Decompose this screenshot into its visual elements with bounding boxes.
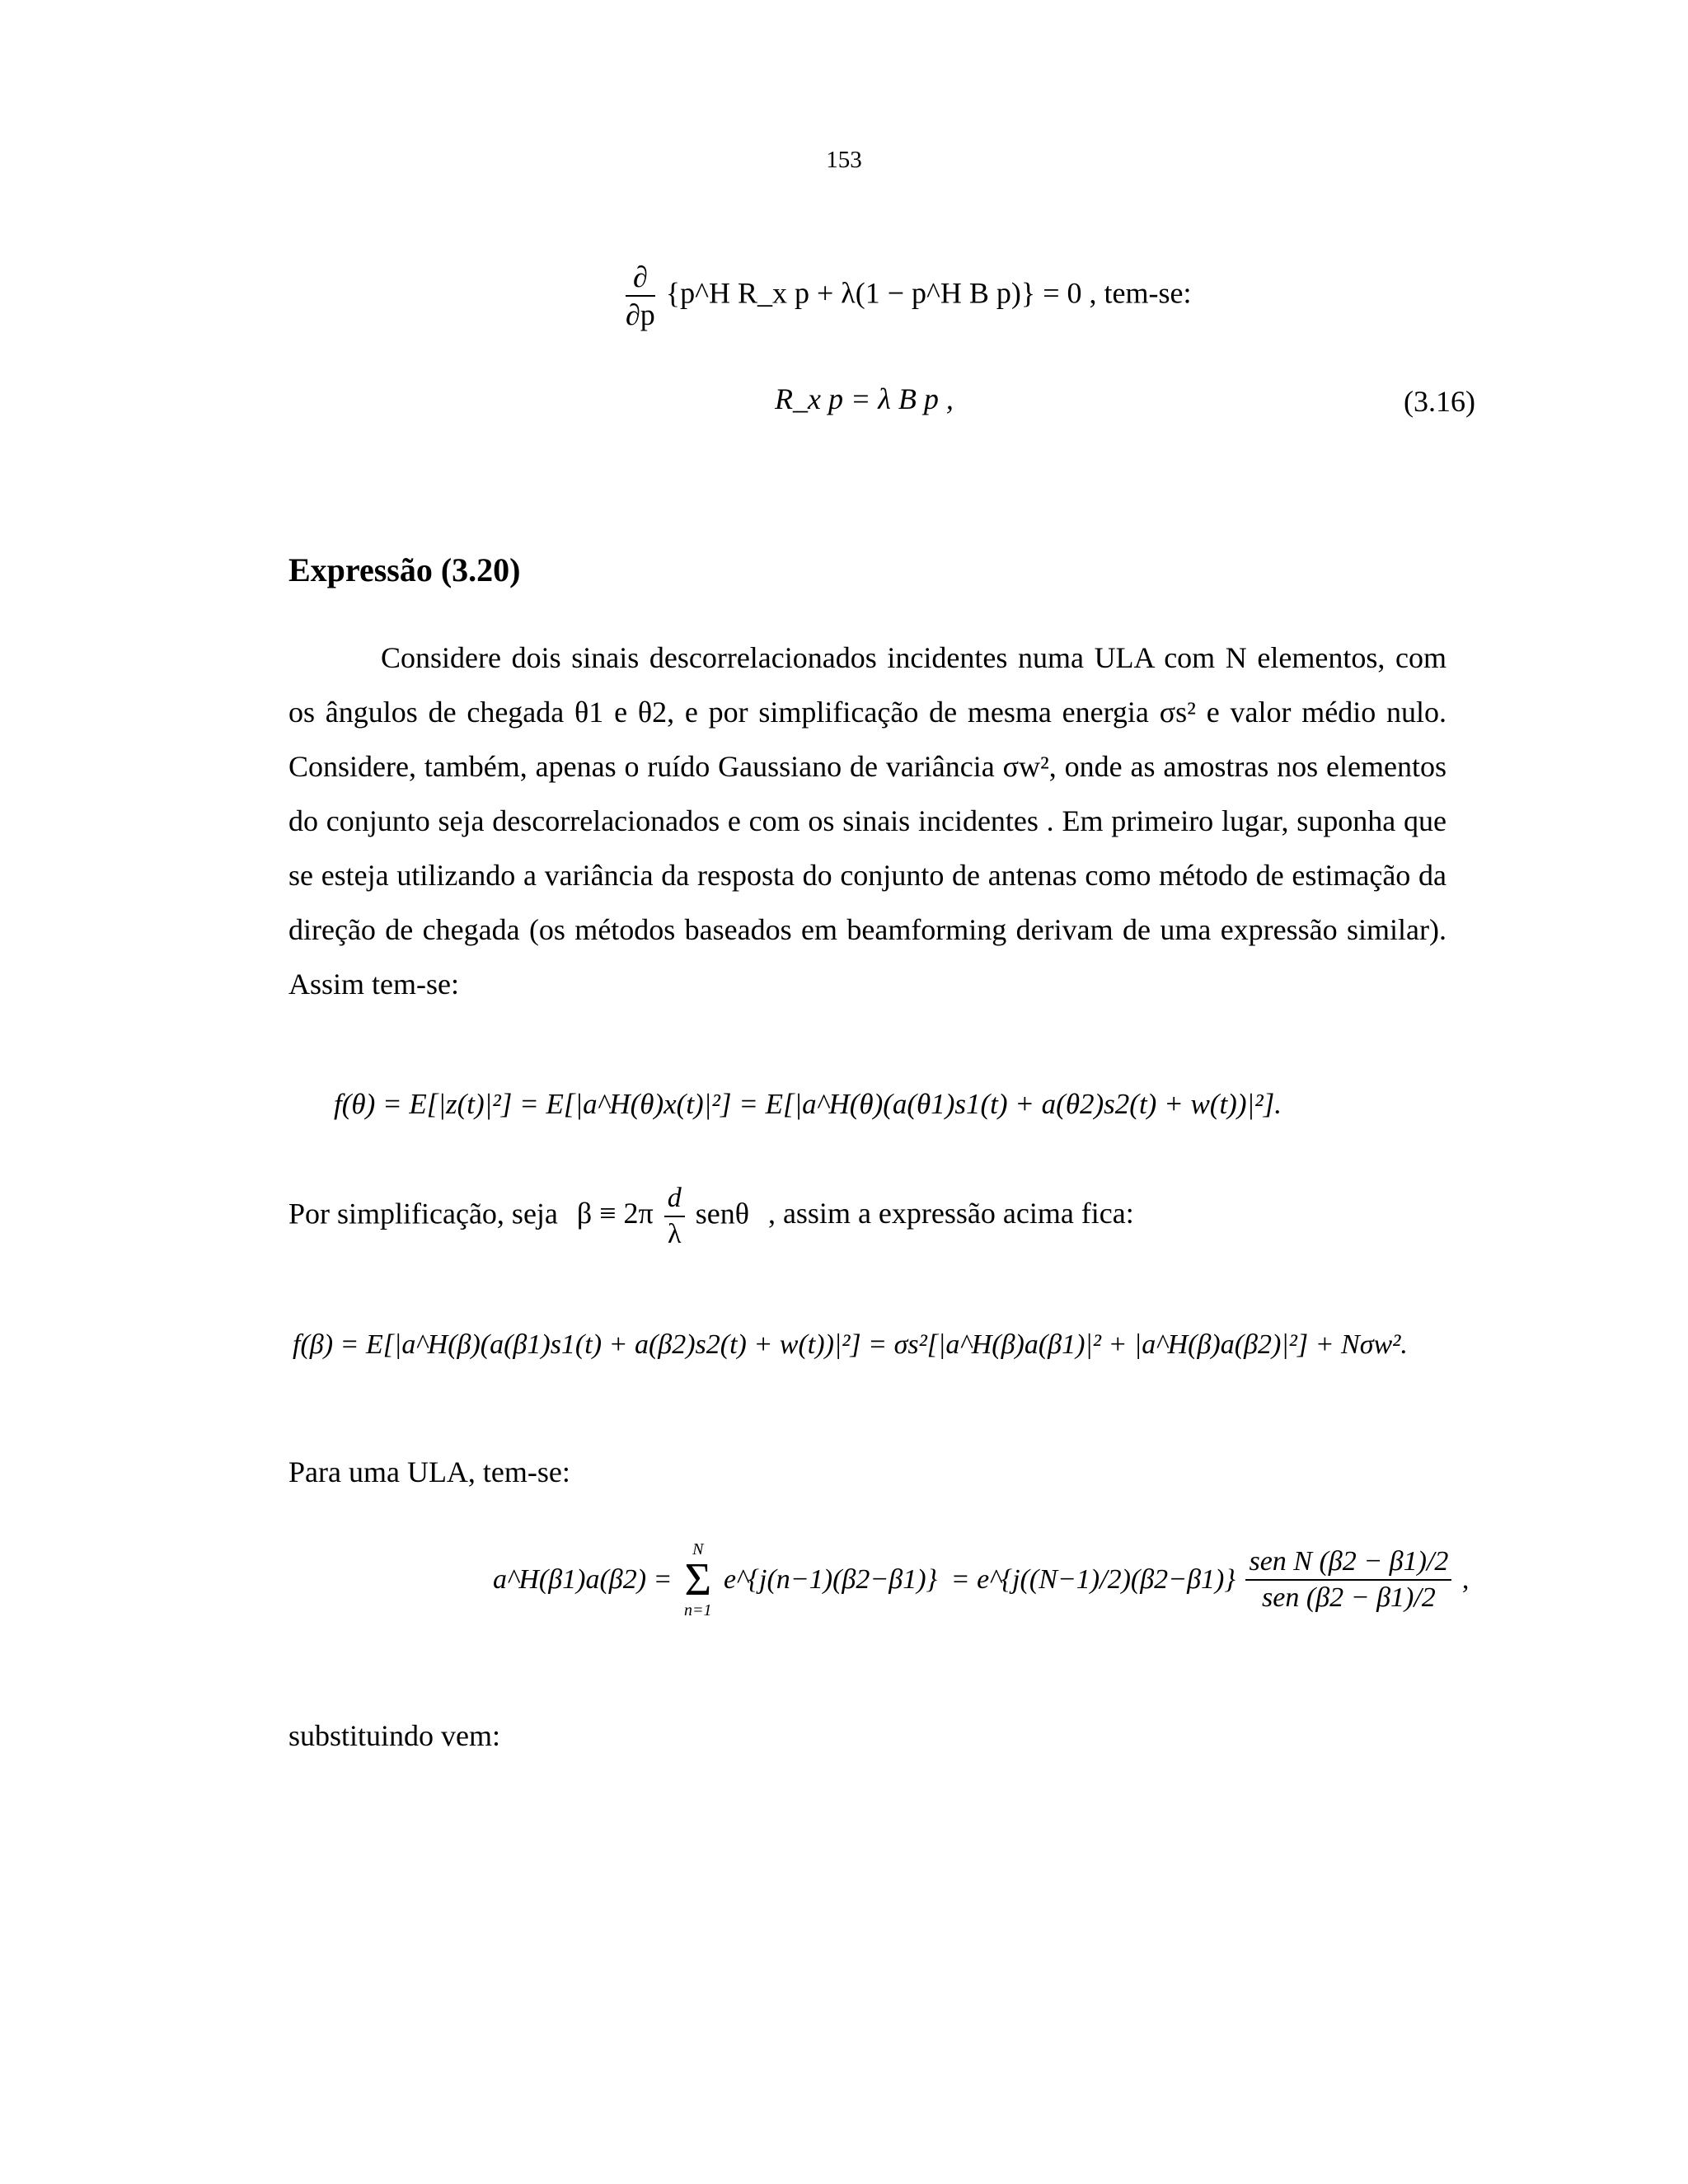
ula-ratio-den: sen (β2 − β1)/2 bbox=[1262, 1582, 1436, 1613]
ula-lhs: a^H(β1)a(β2) = bbox=[493, 1564, 673, 1595]
equation-ula bbox=[493, 1541, 1469, 1619]
derivative-denominator: ∂p bbox=[626, 298, 655, 331]
beta-fraction bbox=[664, 1184, 685, 1249]
ula-trailing-comma: , bbox=[1461, 1564, 1470, 1595]
ula-sum-term: e^{j(n−1)(β2−β1)} bbox=[724, 1564, 938, 1595]
derivative-fraction bbox=[626, 262, 655, 330]
equation-number-3-16: (3.16) bbox=[1404, 385, 1475, 418]
summation bbox=[684, 1541, 712, 1619]
equation-f-theta bbox=[334, 1090, 1282, 1118]
equation-derivative bbox=[622, 262, 1191, 330]
derivative-suffix: , tem-se: bbox=[1089, 276, 1192, 310]
beta-def-rhs: senθ bbox=[695, 1197, 749, 1230]
section-heading: Expressão (3.20) bbox=[288, 551, 521, 588]
equation-3-16 bbox=[775, 384, 954, 414]
sigma-symbol: Σ bbox=[684, 1554, 712, 1605]
body-paragraph: Considere dois sinais descorrelacionados incidentes numa ULA com N elementos, com os ângulos de chegada θ1 e θ2, e por simplificação de mesma energia σs² e valor médio nulo. Considere, também, apenas o ruído Gaussiano de variância σw², onde as amostras nos elementos do conjunto seja descorrelacionados e com os sinais incidentes . Em primeiro lugar, suponha que se esteja utilizando a variância da resposta do conjunto de antenas como método de estimação da direção de chegada (os métodos baseados em beamforming derivam de uma expressão similar). Assim tem-se: bbox=[288, 641, 1447, 1001]
sum-upper-limit: N bbox=[692, 1540, 704, 1558]
equation-f-beta-text: f(β) = E[|a^H(β)(a(β1)s1(t) + a(β2)s2(t) + w(t))|²] = σs²[|a^H(β)a(β1)|² + |a^H(β)a(β2)|²] + Nσw². bbox=[293, 1329, 1408, 1360]
equation-3-16-formula: R_x p = λ B p , bbox=[775, 382, 954, 415]
substituting-text: substituindo vem: bbox=[288, 1719, 501, 1752]
ula-intro: Para uma ULA, tem-se: bbox=[288, 1455, 570, 1488]
beta-fraction-num: d bbox=[664, 1184, 685, 1217]
page-number: 153 bbox=[826, 147, 862, 173]
ula-ratio-num: sen N (β2 − β1)/2 bbox=[1245, 1548, 1451, 1581]
derivative-body: {p^H R_x p + λ(1 − p^H B p)} = 0 bbox=[665, 276, 1082, 310]
simplification-lead: Por simplificação, seja bbox=[288, 1197, 558, 1230]
equation-f-theta-text: f(θ) = E[|z(t)|²] = E[|a^H(θ)x(t)|²] = E[|a^H(θ)(a(θ1)s1(t) + a(θ2)s2(t) + w(t))|²]. bbox=[334, 1088, 1282, 1120]
simplification-tail: , assim a expressão acima fica: bbox=[767, 1197, 1134, 1230]
beta-def-lhs: β ≡ 2π bbox=[576, 1197, 654, 1230]
simplification-line bbox=[288, 1184, 1134, 1249]
ula-ratio bbox=[1245, 1548, 1451, 1612]
beta-fraction-den: λ bbox=[667, 1219, 682, 1249]
derivative-numerator: ∂ bbox=[626, 262, 655, 297]
ula-rhs-exponential: = e^{j((N−1)/2)(β2−β1)} bbox=[950, 1564, 1236, 1595]
equation-f-beta bbox=[293, 1331, 1408, 1359]
sum-lower-limit: n=1 bbox=[684, 1601, 712, 1619]
